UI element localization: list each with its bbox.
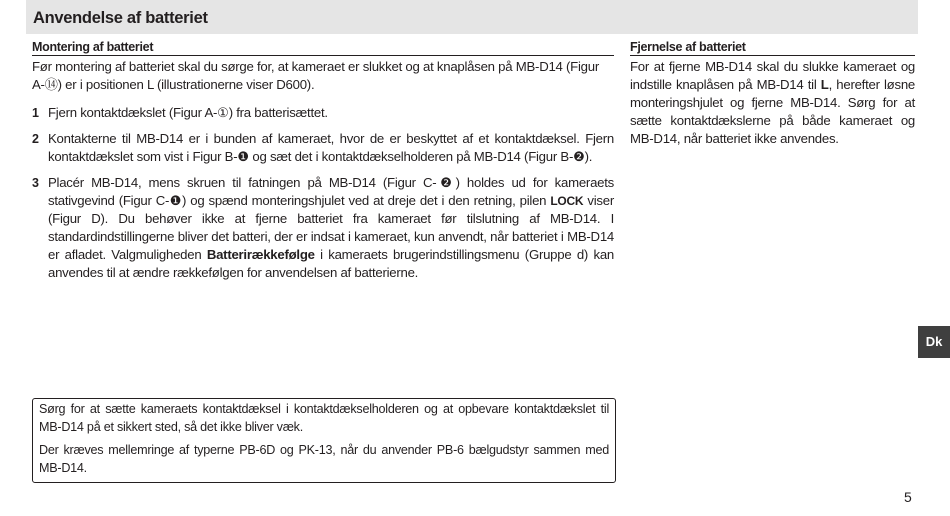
language-tab: Dk [918, 326, 950, 358]
removal-text [630, 58, 915, 148]
mounting-intro-text: Før montering af batteriet skal du sørge for, at kameraet er slukket og at knaplåsen på MB-D14 (Figur A-⑭) er i positionen L (illustrationerne viser D600). [32, 59, 599, 92]
note-paragraph: Sørg for at sætte kameraets kontaktdæksel i kontaktdækselholderen og at opbevare kontaktdækslet til MB-D14 på et sikkert sted, så det ikke bliver væk. [39, 402, 609, 434]
step-1 [32, 104, 614, 122]
mounting-intro [32, 58, 614, 94]
note-paragraph: Der kræves mellemringe af typerne PB-6D og PK-13, når du anvender PB-6 bælgudstyr sammen med MB-D14. [39, 443, 609, 475]
step-2 [32, 130, 614, 166]
page-title: Anvendelse af batteriet [33, 9, 208, 27]
step-text-part: i kameraets brugerindstillingsmenu (Gruppe d) kan anvendes til at ændre rækkefølgen for anvendelsen af batterierne. [48, 247, 614, 280]
step-number: 3 [32, 176, 39, 190]
step-text-part: viser (Figur D). Du behøver ikke at fjerne batteriet fra kameraet før tilslutning af MB-D14. I standardindstillingerne bliver det batteri, der er indsat i kameraet, kun anvendt, når batteriet i MB-D14 er afladet. Valgmuligheden [48, 193, 614, 262]
mounting-heading: Montering af batteriet [32, 40, 614, 56]
lock-position-l: L [820, 77, 829, 92]
removal-text-part: For at fjerne MB-D14 skal du slukke kameraet og indstille knaplåsen på MB-D14 til [630, 59, 915, 92]
mounting-section [32, 40, 614, 290]
step-number: 1 [32, 106, 39, 120]
lock-label: LOCK [550, 194, 584, 208]
step-list [32, 104, 614, 282]
removal-section [630, 40, 915, 148]
step-text: Kontakterne til MB-D14 er i bunden af kameraet, hvor de er beskyttet af et kontaktdæksel. Fjern kontaktdækslet som vist i Figur B-❶ og sæt det i kontaktdækselholderen på MB-D14 (Figur B-❷). [48, 131, 614, 164]
note-box [32, 398, 616, 483]
step-text-part: Placér MB-D14, mens skruen til fatningen på MB-D14 (Figur C-❷) holdes ud for kameraets stativgevind (Figur C-❶) og spænd monteringshjulet ved at dreje det i den retning, pilen [48, 175, 614, 208]
step-number: 2 [32, 132, 39, 146]
step-text: Fjern kontaktdækslet (Figur A-①) fra batterisættet. [48, 105, 328, 120]
page-number: 5 [904, 489, 912, 505]
removal-heading: Fjernelse af batteriet [630, 40, 915, 56]
step-text [48, 174, 614, 282]
step-3 [32, 174, 614, 282]
removal-text-part: , herefter løsne monteringshjulet og fjerne MB-D14. Sørg for at sætte kontaktdækslerne på både kameraet og MB-D14, når batteriet ikke anvendes. [630, 77, 915, 146]
battery-order-term: Batterirækkefølge [206, 247, 315, 262]
title-bar [26, 0, 918, 34]
